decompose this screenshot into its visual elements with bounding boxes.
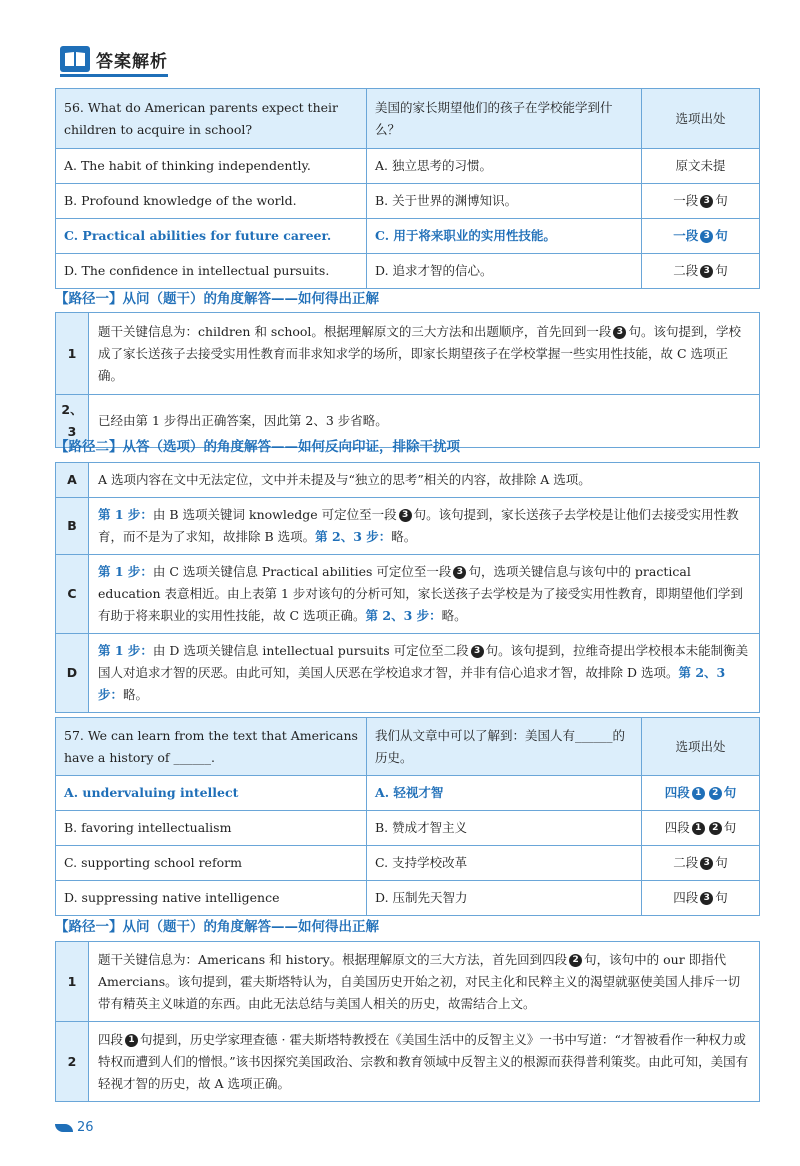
table-row [56,846,760,881]
option-source: 一段 3 句 [642,184,760,219]
option-zh: D. 追求才智的信心。 [367,254,642,289]
option-source: 二段 3 句 [642,846,760,881]
option-en: C. Practical abilities for future career. [56,219,367,254]
option-row [56,634,760,713]
table-row [56,184,760,219]
option-letter: D [56,634,89,713]
step-row [56,1022,760,1102]
source-header: 选项出处 [642,718,760,776]
book-icon [60,46,90,72]
option-letter: A [56,463,89,498]
table-row-correct [56,219,760,254]
option-en: C. supporting school reform [56,846,367,881]
option-zh: A. 轻视才智 [367,776,642,811]
option-row [56,498,760,555]
option-zh: A. 独立思考的习惯。 [367,149,642,184]
option-zh: D. 压制先天智力 [367,881,642,916]
step-number: 1 [56,313,89,395]
option-analysis: 第 1 步：由 C 选项关键信息 Practical abilities 可定位至一段 3 句，选项关键信息与该句中的 practical education 表意相近。由上表第 1 步对该句的分析可知，家长送孩子去学校是为了接受实用性教育，即期望他们学到有助于将来职业的实用性技能，故 C 选项正确。第 2、3 步：略。 [89,555,760,634]
header-underline [60,74,168,77]
option-row [56,463,760,498]
table-row-correct [56,776,760,811]
option-source: 四段 1 2 句 [642,811,760,846]
path2-label: 【路径二】从答（选项）的角度解答——如何反向印证，排除干扰项 [55,439,460,455]
option-en: D. The confidence in intellectual pursuits. [56,254,367,289]
option-en: B. Profound knowledge of the world. [56,184,367,219]
leaf-icon [55,1124,73,1132]
option-zh: C. 用于将来职业的实用性技能。 [367,219,642,254]
section-header [60,46,168,72]
source-header: 选项出处 [642,89,760,149]
step-number: 2、3 [56,395,89,448]
step-text: 题干关键信息为：Americans 和 history。根据理解原文的三大方法，首先回到四段 2 句，该句中的 our 即指代 Amercians。该句提到，霍夫斯塔特认为，自美国历史开始之初，对民主化和民粹主义的渴望就驱使美国人排斥一切带有精英主义味道的东西。由此无法总结与美国人相关的历史，故需结合上文。 [89,942,760,1022]
step-row [56,942,760,1022]
q56-path2-table [55,462,760,713]
option-source: 四段 1 2 句 [642,776,760,811]
table-header-row [56,718,760,776]
option-en: B. favoring intellectualism [56,811,367,846]
option-source: 二段 3 句 [642,254,760,289]
path1-label: 【路径一】从问（题干）的角度解答——如何得出正解 [55,919,379,935]
q57-options-table [55,717,760,916]
q57-path1-table [55,941,760,1102]
option-en: D. suppressing native intelligence [56,881,367,916]
option-source: 一段 3 句 [642,219,760,254]
option-en: A. undervaluing intellect [56,776,367,811]
step-text: 四段 1 句提到，历史学家理查德 · 霍夫斯塔特教授在《美国生活中的反智主义》一书中写道：“才智被看作一种权力或特权而遭到人们的憎恨。”该书因探究美国政治、宗教和教育领域中反智主义的根源而获得普利策奖。由此可知，美国有轻视才智的历史，故 A 选项正确。 [89,1022,760,1102]
table-row [56,149,760,184]
q56-path1-table [55,312,760,448]
option-source: 原文未提 [642,149,760,184]
section-title: 答案解析 [96,51,168,72]
step-text: 已经由第 1 步得出正确答案，因此第 2、3 步省略。 [89,395,760,448]
page-number: 26 [55,1120,94,1135]
step-text: 题干关键信息为：children 和 school。根据理解原文的三大方法和出题顺序，首先回到一段 3 句。该句提到，学校成了家长送孩子去接受实用性教育而非求知求学的场所，即家长期望孩子在学校掌握一些实用性技能，故 C 选项正确。 [89,313,760,395]
option-zh: B. 赞成才智主义 [367,811,642,846]
step-number: 2 [56,1022,89,1102]
question-en: 56. What do American parents expect their children to acquire in school? [56,89,367,149]
step-number: 1 [56,942,89,1022]
question-zh: 美国的家长期望他们的孩子在学校能学到什么？ [367,89,642,149]
table-header-row [56,89,760,149]
option-letter: C [56,555,89,634]
table-row [56,254,760,289]
option-en: A. The habit of thinking independently. [56,149,367,184]
table-row [56,881,760,916]
option-zh: C. 支持学校改革 [367,846,642,881]
path1-label: 【路径一】从问（题干）的角度解答——如何得出正解 [55,291,379,307]
option-analysis: 第 1 步：由 D 选项关键信息 intellectual pursuits 可定位至二段 3 句。该句提到，拉维奇提出学校根本未能制衡美国人对追求才智的厌恶。由此可知，美国人厌恶在学校追求才智，并非有信心追求才智，故排除 D 选项。第 2、3 步：略。 [89,634,760,713]
option-zh: B. 关于世界的渊博知识。 [367,184,642,219]
option-analysis: 第 1 步：由 B 选项关键词 knowledge 可定位至一段 3 句。该句提到，家长送孩子去学校是让他们去接受实用性教育，而不是为了求知，故排除 B 选项。第 2、3 步：略。 [89,498,760,555]
option-letter: B [56,498,89,555]
option-analysis: A 选项内容在文中无法定位，文中并未提及与“独立的思考”相关的内容，故排除 A 选项。 [89,463,760,498]
option-row [56,555,760,634]
question-zh: 我们从文章中可以了解到：美国人有______的历史。 [367,718,642,776]
table-row [56,811,760,846]
step-row [56,313,760,395]
option-source: 四段 3 句 [642,881,760,916]
q56-options-table [55,88,760,289]
question-en: 57. We can learn from the text that Americans have a history of ______. [56,718,367,776]
